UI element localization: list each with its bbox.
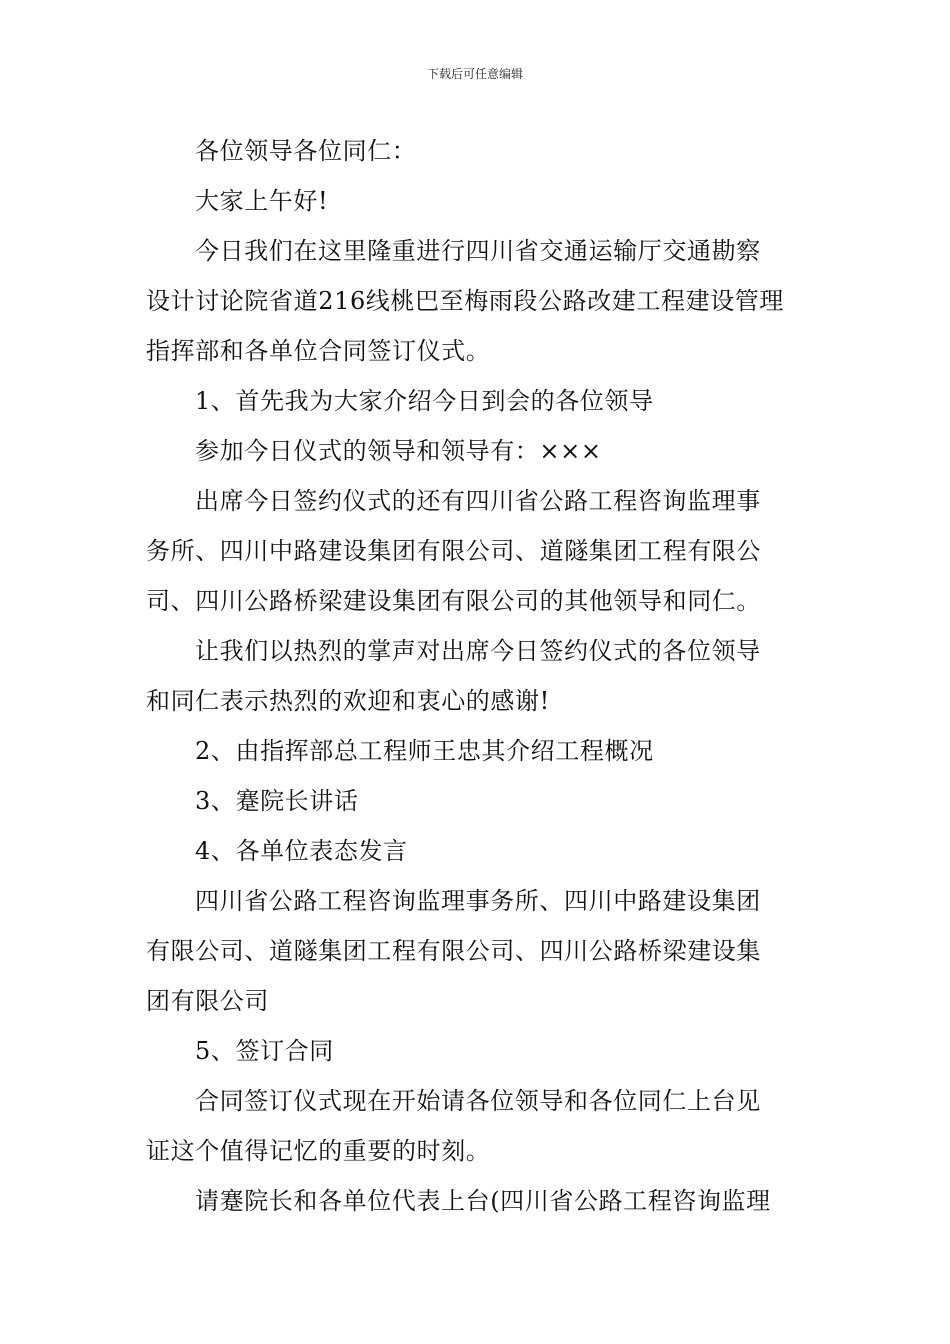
paragraph-line: 和同仁表示热烈的欢迎和衷心的感谢! [146, 687, 550, 715]
paragraph-line: 3、蹇院长讲话 [195, 787, 359, 815]
paragraph-line: 团有限公司 [146, 987, 269, 1015]
paragraph-line: 务所、四川中路建设集团有限公司、道隧集团工程有限公 [146, 537, 761, 565]
paragraph-line: 大家上午好! [195, 187, 329, 215]
paragraph-line: 出席今日签约仪式的还有四川省公路工程咨询监理事 [195, 487, 761, 515]
paragraph-line: 司、四川公路桥梁建设集团有限公司的其他领导和同仁。 [146, 587, 761, 615]
paragraph-line: 各位领导各位同仁： [195, 137, 417, 165]
paragraph-line: 四川省公路工程咨询监理事务所、四川中路建设集团 [195, 887, 761, 915]
paragraph-line: 合同签订仪式现在开始请各位领导和各位同仁上台见 [195, 1087, 761, 1115]
page-header: 下载后可任意编辑 [426, 67, 523, 81]
paragraph-line: 指挥部和各单位合同签订仪式。 [146, 337, 491, 365]
paragraph-line: 4、各单位表态发言 [195, 837, 408, 865]
paragraph-line: 今日我们在这里隆重进行四川省交通运输厅交通勘察 [195, 237, 761, 265]
paragraph-line: 有限公司、道隧集团工程有限公司、四川公路桥梁建设集 [146, 937, 761, 965]
paragraph-line: 1、首先我为大家介绍今日到会的各位领导 [195, 387, 654, 415]
paragraph-line: 2、由指挥部总工程师王忠其介绍工程概况 [195, 737, 654, 765]
paragraph-line: 5、签订合同 [195, 1037, 334, 1065]
paragraph-line: 请蹇院长和各单位代表上台(四川省公路工程咨询监理 [195, 1187, 771, 1215]
paragraph-line: 设计讨论院省道216线桃巴至梅雨段公路改建工程建设管理 [146, 287, 785, 315]
paragraph-line: 证这个值得记忆的重要的时刻。 [146, 1137, 491, 1165]
paragraph-line: 参加今日仪式的领导和领导有：××× [195, 437, 602, 465]
paragraph-line: 让我们以热烈的掌声对出席今日签约仪式的各位领导 [195, 637, 761, 665]
document-body [146, 126, 810, 1226]
